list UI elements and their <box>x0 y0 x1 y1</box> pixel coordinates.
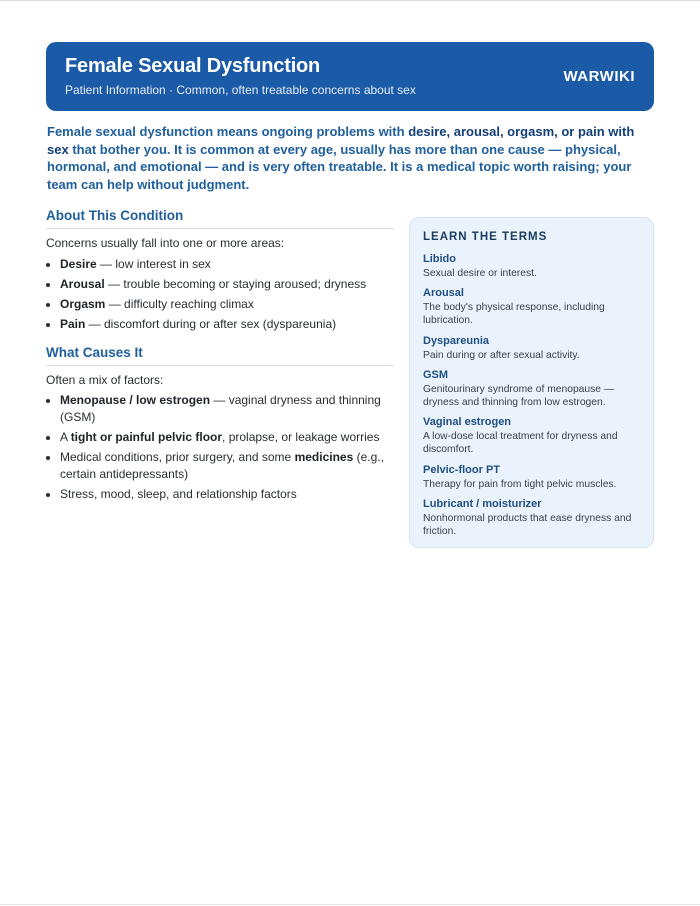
list-item-text: Stress, mood, sleep, and relationship factors <box>60 487 297 501</box>
term-item <box>423 497 645 538</box>
page-subtitle: Patient Information · Common, often treatable concerns about sex <box>65 83 416 97</box>
term-name: Vaginal estrogen <box>423 416 512 429</box>
section-title-causes: What Causes It <box>46 345 394 366</box>
term-item <box>423 252 645 280</box>
term-name: GSM <box>423 368 449 381</box>
header-banner <box>46 42 654 111</box>
list-item <box>60 256 400 273</box>
list-item <box>60 296 400 313</box>
term-name: Lubricant / moisturizer <box>423 497 542 510</box>
intro-text-1: Female sexual dysfunction means ongoing problems with <box>47 124 409 139</box>
list-item-bold: Orgasm <box>60 297 106 311</box>
term-definition: Pain during or after sexual activity. <box>423 349 580 361</box>
term-name: Arousal <box>423 287 464 300</box>
list-item-bold: Pain <box>60 317 86 331</box>
list-item <box>60 316 400 333</box>
list-item-bold: Menopause / low estrogen <box>60 393 211 407</box>
list-item-text: — vaginal dryness and thinning (GSM) <box>60 393 381 424</box>
list-item-bold: tight or painful pelvic floor <box>70 430 223 444</box>
term-definition: Nonhormonal products that ease dryness and friction. <box>423 512 632 538</box>
causes-list <box>46 392 400 506</box>
brand-logo: WARWIKI <box>563 68 635 85</box>
list-item <box>60 429 400 446</box>
term-definition: The body's physical response, including lubrication. <box>423 302 605 327</box>
page-title: Female Sexual Dysfunction <box>65 55 321 77</box>
intro-emphasis: desire, arousal, orgasm, or pain with sex <box>47 124 635 157</box>
causes-lead: Often a mix of factors: <box>46 373 164 387</box>
list-item-bold: Arousal <box>60 277 105 291</box>
list-item-text: — difficulty reaching climax <box>105 297 254 311</box>
about-lead: Concerns usually fall into one or more areas: <box>46 236 285 250</box>
term-definition: Sexual desire or interest. <box>423 268 537 279</box>
list-item-text: (e.g., certain antidepressants) <box>60 450 384 481</box>
terms-title: LEARN THE TERMS <box>423 231 548 243</box>
term-definition: Genitourinary syndrome of menopause — dryness and thinning from low estrogen. <box>423 383 615 409</box>
section-title-about: About This Condition <box>46 208 394 229</box>
about-list <box>46 256 400 336</box>
list-item-text: A <box>60 430 71 444</box>
list-item-text: — discomfort during or after sex (dyspareunia) <box>85 317 337 331</box>
list-item <box>60 449 400 483</box>
term-item <box>423 334 645 362</box>
top-rule <box>0 0 700 1</box>
term-name: Libido <box>423 253 456 265</box>
term-definition: Therapy for pain from tight pelvic muscles. <box>423 478 617 490</box>
list-item-text: — trouble becoming or staying aroused; dryness <box>104 277 367 291</box>
terms-list <box>423 252 645 544</box>
term-item <box>423 463 645 491</box>
intro-paragraph <box>47 123 653 194</box>
intro-text-2: that bother you. It is common at every age, usually has more than one cause — physical, hormonal, and emotional — and is very often treatable. It is a medical topic worth raising; your team can help without judgment. <box>47 141 632 193</box>
term-item <box>423 286 645 327</box>
term-definition: A low-dose local treatment for dryness and discomfort. <box>423 431 618 456</box>
term-item <box>423 415 645 456</box>
list-item <box>60 486 400 503</box>
list-item-text: Medical conditions, prior surgery, and some <box>60 450 295 464</box>
list-item <box>60 276 400 293</box>
list-item-text: , prolapse, or leakage worries <box>222 430 380 444</box>
term-name: Dyspareunia <box>423 334 490 347</box>
bottom-rule <box>0 904 700 905</box>
terms-panel <box>409 217 654 548</box>
list-item-text: — low interest in sex <box>96 257 211 271</box>
list-item-bold: medicines <box>294 450 354 464</box>
list-item-bold: Desire <box>60 257 97 271</box>
term-item <box>423 368 645 409</box>
term-name: Pelvic-floor PT <box>423 463 501 476</box>
list-item <box>60 392 400 426</box>
